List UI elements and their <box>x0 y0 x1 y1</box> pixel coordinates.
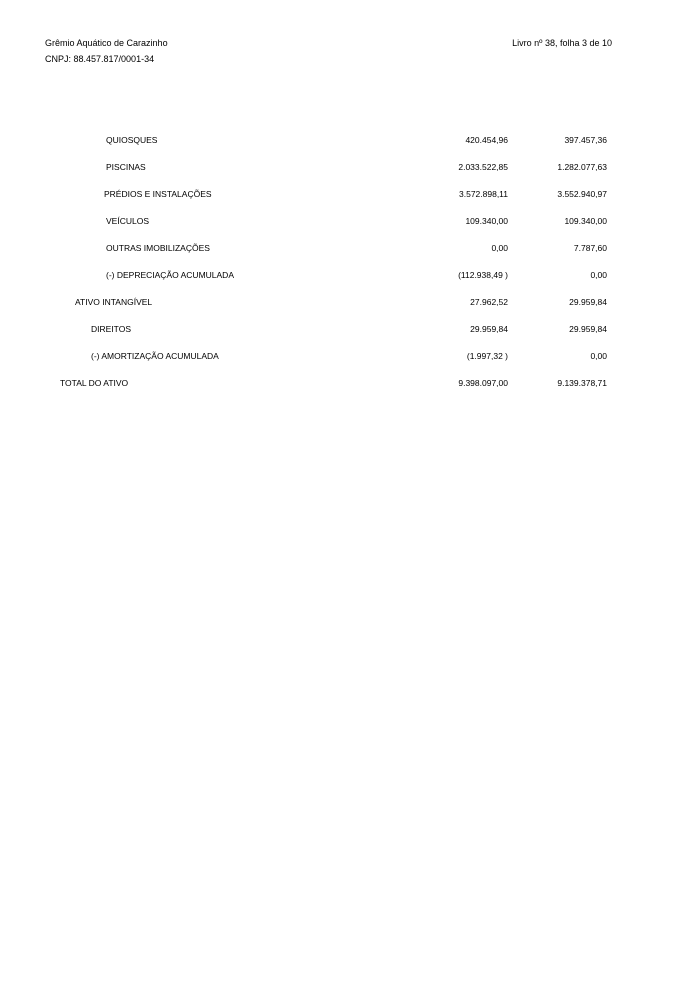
table-row <box>0 215 692 227</box>
company-cnpj: CNPJ: 88.457.817/0001-34 <box>45 54 155 64</box>
row-label: DIREITOS <box>91 324 131 334</box>
table-row <box>0 134 692 146</box>
row-value-current: 0,00 <box>491 243 508 253</box>
row-value-current: 109.340,00 <box>465 216 508 226</box>
company-name: Grêmio Aquático de Carazinho <box>45 38 168 48</box>
row-label: VEÍCULOS <box>106 216 149 226</box>
table-row <box>0 350 692 362</box>
row-label: TOTAL DO ATIVO <box>60 378 129 388</box>
table-row <box>0 161 692 173</box>
table-row <box>0 377 692 389</box>
row-value-current: (112.938,49 ) <box>458 270 508 280</box>
table-row <box>0 242 692 254</box>
row-value-previous: 7.787,60 <box>573 243 607 253</box>
row-value-current: 29.959,84 <box>470 324 508 334</box>
row-value-previous: 29.959,84 <box>569 297 607 307</box>
row-value-previous: 29.959,84 <box>569 324 607 334</box>
row-value-current: (1.997,32 ) <box>466 351 508 361</box>
row-value-previous: 0,00 <box>590 351 607 361</box>
row-value-previous: 1.282.077,63 <box>557 162 607 172</box>
row-label: (-) AMORTIZAÇÃO ACUMULADA <box>91 351 219 361</box>
row-value-current: 3.572.898,11 <box>459 189 508 199</box>
row-value-current: 9.398.097,00 <box>458 378 508 388</box>
table-row <box>0 269 692 281</box>
row-value-current: 420.454,96 <box>465 135 508 145</box>
row-label: PISCINAS <box>106 162 146 172</box>
row-value-previous: 109.340,00 <box>564 216 607 226</box>
row-label: PRÉDIOS E INSTALAÇÕES <box>104 189 212 199</box>
row-label: (-) DEPRECIAÇÃO ACUMULADA <box>106 270 234 280</box>
row-value-previous: 9.139.378,71 <box>557 378 607 388</box>
book-page-reference: Livro nº 38, folha 3 de 10 <box>512 38 612 48</box>
row-value-previous: 3.552.940,97 <box>557 189 607 199</box>
table-row <box>0 188 692 200</box>
row-value-previous: 397.457,36 <box>564 135 607 145</box>
row-value-current: 2.033.522,85 <box>458 162 508 172</box>
row-value-current: 27.962,52 <box>470 297 508 307</box>
row-label: ATIVO INTANGÍVEL <box>75 297 153 307</box>
row-value-previous: 0,00 <box>590 270 607 280</box>
table-row <box>0 296 692 308</box>
row-label: OUTRAS IMOBILIZAÇÕES <box>106 243 210 253</box>
table-row <box>0 323 692 335</box>
row-label: QUIOSQUES <box>106 135 158 145</box>
